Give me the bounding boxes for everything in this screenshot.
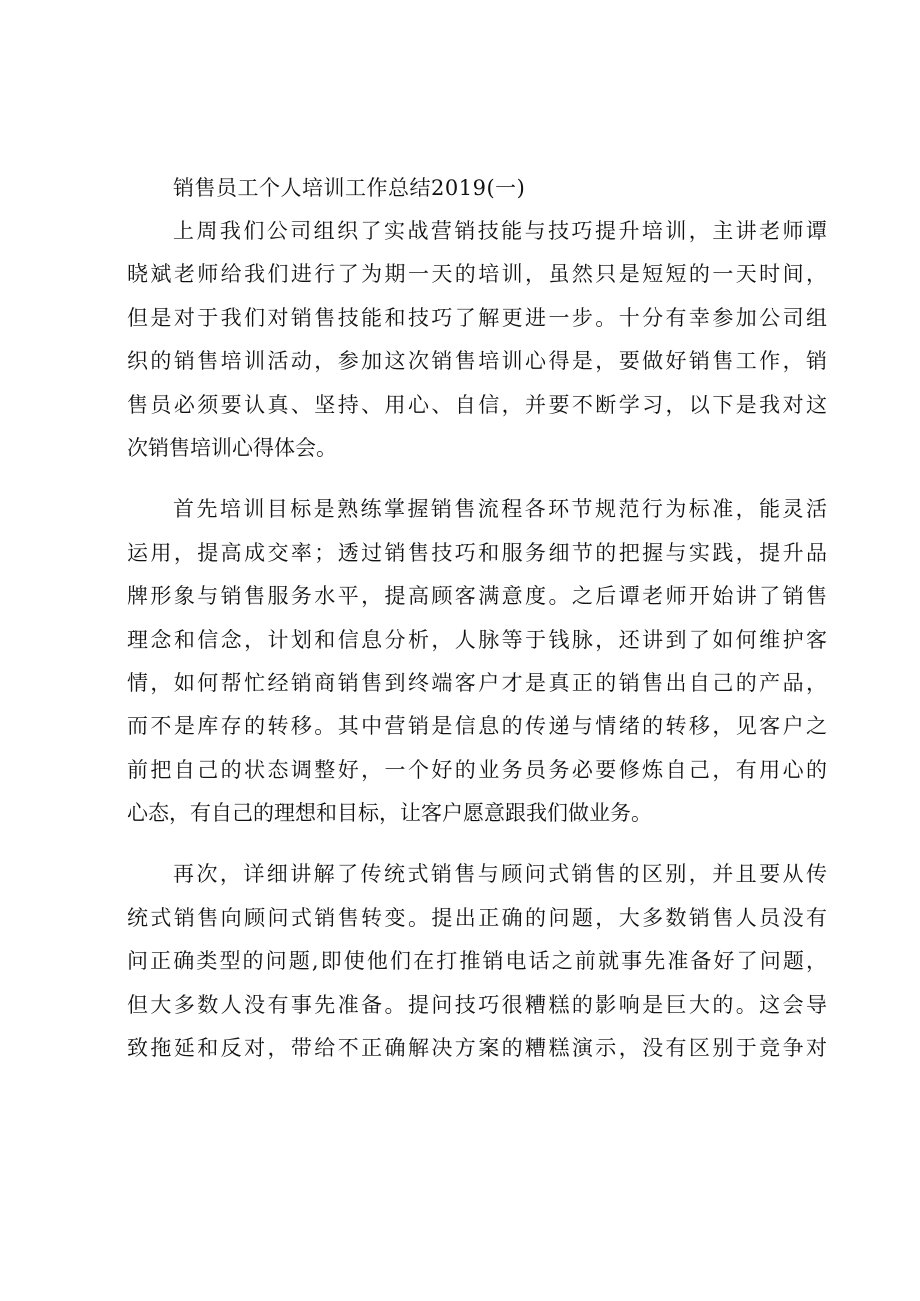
paragraph-line: 致拖延和反对，带给不正确解决方案的糟糕演示，没有区别于竞争对	[127, 1036, 827, 1061]
paragraph-2	[127, 488, 827, 835]
paragraph-line: 统式销售向顾问式销售转变。提出正确的问题，大多数销售人员没有	[127, 905, 827, 930]
paragraph-line: 但大多数人没有事先准备。提问技巧很糟糕的影响是巨大的。这会导	[127, 992, 827, 1017]
paragraph-line: 再次，详细讲解了传统式销售与顾问式销售的区别，并且要从传	[173, 862, 827, 887]
paragraph-line: 但是对于我们对销售技能和技巧了解更进一步。十分有幸参加公司组	[127, 305, 827, 330]
paragraph-line: 问正确类型的问题,即使他们在打推销电话之前就事先准备好了问题，	[127, 949, 827, 974]
paragraph-3	[127, 853, 827, 1070]
paragraph-line: 次销售培训心得体会。	[127, 435, 337, 460]
paragraph-line: 上周我们公司组织了实战营销技能与技巧提升培训，主讲老师谭	[173, 219, 827, 243]
paragraph-line: 心态，有自己的理想和目标，让客户愿意跟我们做业务。	[127, 801, 652, 826]
paragraph-line: 而不是库存的转移。其中营销是信息的传递与情绪的转移，见客户之	[127, 714, 827, 739]
paragraph-line: 晓斌老师给我们进行了为期一天的培训，虽然只是短短的一天时间，	[127, 262, 827, 287]
document-title: 销售员工个人培训工作总结2019(一)	[173, 176, 526, 200]
paragraph-line: 织的销售培训活动，参加这次销售培训心得是，要做好销售工作，销	[127, 349, 827, 374]
paragraph-1	[127, 210, 827, 470]
paragraph-line: 理念和信念，计划和信息分析，人脉等于钱脉，还讲到了如何维护客	[127, 627, 827, 652]
paragraph-line: 牌形象与销售服务水平，提高顾客满意度。之后谭老师开始讲了销售	[127, 584, 827, 609]
paragraph-line: 情，如何帮忙经销商销售到终端客户才是真正的销售出自己的产品，	[127, 670, 827, 695]
paragraph-line: 售员必须要认真、坚持、用心、自信，并要不断学习，以下是我对这	[127, 392, 827, 417]
paragraph-line: 运用，提高成交率；透过销售技巧和服务细节的把握与实践，提升品	[127, 540, 827, 565]
paragraph-line: 首先培训目标是熟练掌握销售流程各环节规范行为标准，能灵活	[173, 497, 827, 522]
paragraph-line: 前把自己的状态调整好，一个好的业务员务必要修炼自己，有用心的	[127, 757, 827, 782]
document-body	[127, 168, 827, 1070]
